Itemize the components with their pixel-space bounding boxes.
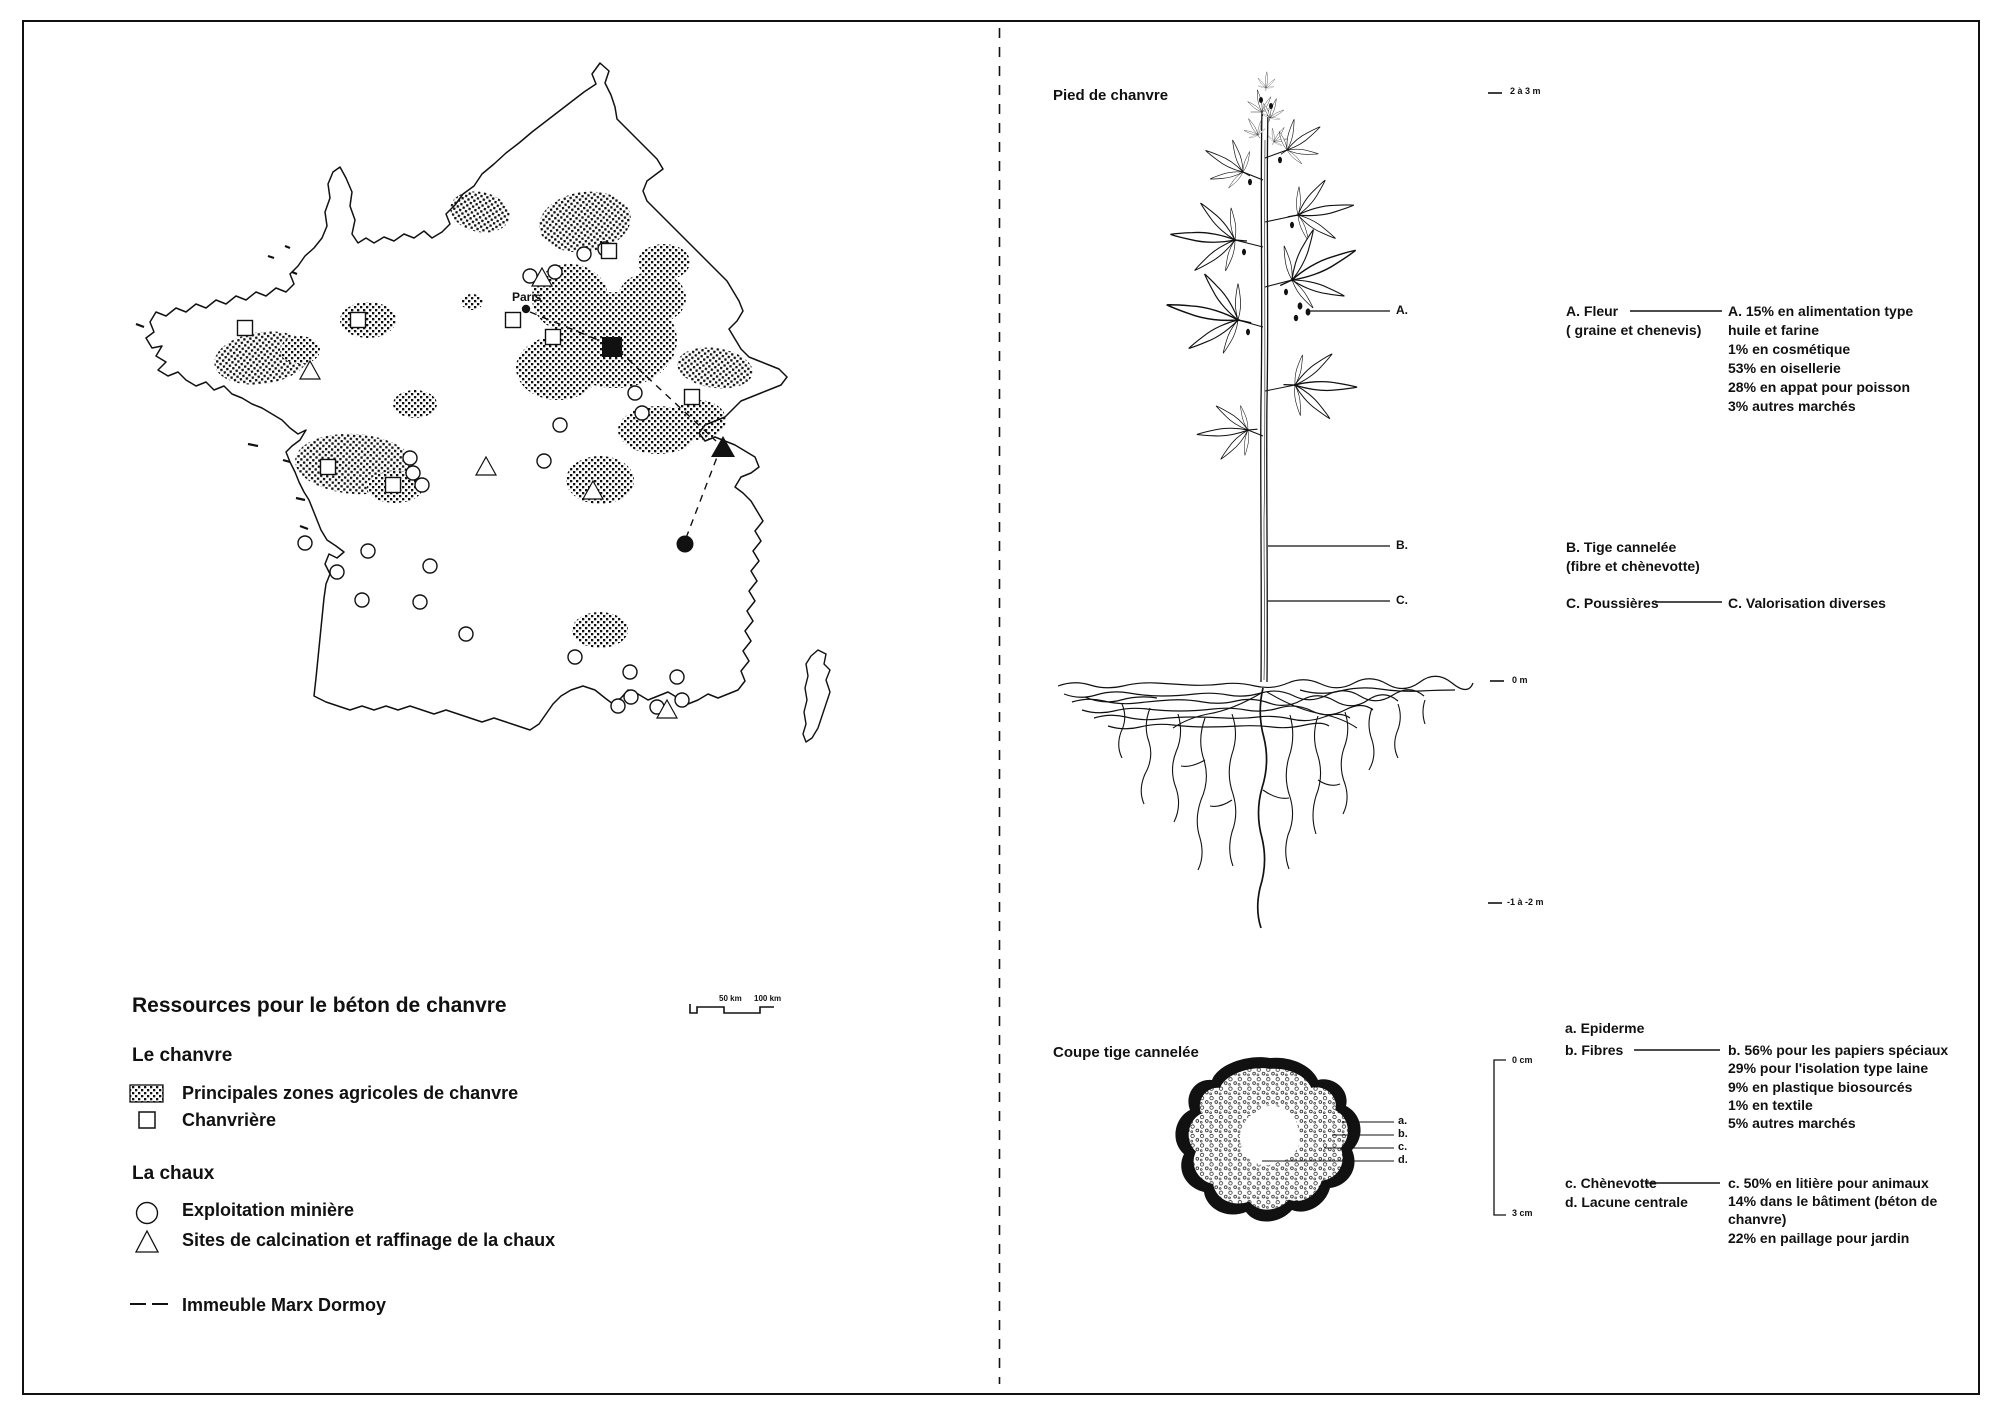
chenevotte-value-line: 14% dans le bâtiment (béton de <box>1728 1193 1938 1209</box>
hatch-swatch-icon <box>130 1085 163 1102</box>
filled-circle-marker <box>677 536 694 553</box>
fibres-value-line: 29% pour l'isolation type laine <box>1728 1060 1929 1076</box>
plant-scale-top: 2 à 3 m <box>1510 86 1541 96</box>
epiderme-label: a. Epiderme <box>1565 1020 1645 1036</box>
section-pointer-d: d. <box>1398 1154 1408 1166</box>
legend-mine-label: Exploitation minière <box>182 1200 355 1220</box>
map-scale-label-2: 100 km <box>754 994 782 1003</box>
plant-scale-dashes <box>1488 93 1504 903</box>
plant-scale-root: -1 à -2 m <box>1507 897 1544 907</box>
plant-pointer-b: B. <box>1396 538 1408 552</box>
hemp-plant-drawing <box>1058 71 1504 928</box>
legend-immeuble-label: Immeuble Marx Dormoy <box>182 1295 387 1315</box>
chenevotte-value-line: c. 50% en litière pour animaux <box>1728 1175 1929 1191</box>
section-pointer-b: b. <box>1398 1128 1408 1140</box>
hemp-zones-hatched <box>211 186 756 648</box>
fibres-value-line: 9% en plastique biosourcés <box>1728 1079 1913 1095</box>
tige-sub: (fibre et chènevotte) <box>1566 558 1700 574</box>
fleur-value-line: 53% en oisellerie <box>1728 360 1841 376</box>
section-pointer-c: c. <box>1398 1141 1408 1153</box>
plant-stem <box>1261 110 1268 682</box>
section-scale-bottom: 3 cm <box>1512 1208 1533 1218</box>
fleur-label: A. Fleur <box>1566 303 1619 319</box>
fleur-value-line: A. 15% en alimentation type <box>1728 303 1914 319</box>
section-title: Coupe tige cannelée <box>1053 1044 1199 1061</box>
legend-calcination-label: Sites de calcination et raffinage de la chaux <box>182 1230 556 1250</box>
fleur-value-line: huile et farine <box>1728 322 1820 338</box>
circle-icon <box>137 1203 158 1224</box>
paris-label: Paris <box>512 290 542 304</box>
filled-square-marker <box>602 337 622 357</box>
legend-zones-label: Principales zones agricoles de chanvre <box>182 1083 519 1103</box>
fleur-value-line: 28% en appat pour poisson <box>1728 379 1911 395</box>
stem-cross-section <box>1175 1057 1506 1221</box>
chenevotte-value-line: chanvre) <box>1728 1211 1787 1227</box>
poussieres-value: C. Valorisation diverses <box>1728 595 1886 611</box>
chenevotte-label: c. Chènevotte <box>1565 1175 1657 1191</box>
map-scale-label-1: 50 km <box>719 994 742 1003</box>
section-scale-top: 0 cm <box>1512 1055 1533 1065</box>
plant-scale-ground: 0 m <box>1512 675 1528 685</box>
map-scale-bar <box>690 1004 774 1013</box>
chenevotte-value-line: 22% en paillage pour jardin <box>1728 1230 1910 1246</box>
lacune-label: d. Lacune centrale <box>1565 1194 1688 1210</box>
legend-chanvriere-label: Chanvrière <box>182 1110 277 1130</box>
fibres-value-line: b. 56% pour les papiers spéciaux <box>1728 1042 1949 1058</box>
plant-pointer-a: A. <box>1396 303 1408 317</box>
soil-lines <box>1058 676 1473 729</box>
plant-title: Pied de chanvre <box>1053 87 1169 104</box>
plant-pointer-lines <box>1268 311 1390 601</box>
legend-symbols <box>130 1085 168 1304</box>
paris-dot <box>522 305 530 313</box>
fibres-value-line: 5% autres marchés <box>1728 1115 1856 1131</box>
square-icon <box>139 1112 155 1128</box>
fibres-label: b. Fibres <box>1565 1042 1624 1058</box>
map-title: Ressources pour le béton de chanvre <box>132 994 507 1017</box>
fleur-value-line: 3% autres marchés <box>1728 398 1856 414</box>
corsica-outline <box>803 650 830 742</box>
legend-chanvre-header: Le chanvre <box>132 1045 233 1066</box>
plant-leaves <box>1158 71 1372 463</box>
plant-pointer-c: C. <box>1396 593 1408 607</box>
fleur-sub: ( graine et chenevis) <box>1566 322 1702 338</box>
legend-chaux-header: La chaux <box>132 1163 215 1184</box>
poussieres-label: C. Poussières <box>1566 595 1659 611</box>
section-pointer-a: a. <box>1398 1115 1408 1127</box>
cross-section-scale-bracket <box>1494 1060 1506 1215</box>
fibres-value-line: 1% en textile <box>1728 1097 1813 1113</box>
triangle-icon <box>136 1231 158 1252</box>
tige-label: B. Tige cannelée <box>1566 539 1677 555</box>
annotation-connector-dashes <box>1630 311 1722 1183</box>
fleur-value-line: 1% en cosmétique <box>1728 341 1851 357</box>
